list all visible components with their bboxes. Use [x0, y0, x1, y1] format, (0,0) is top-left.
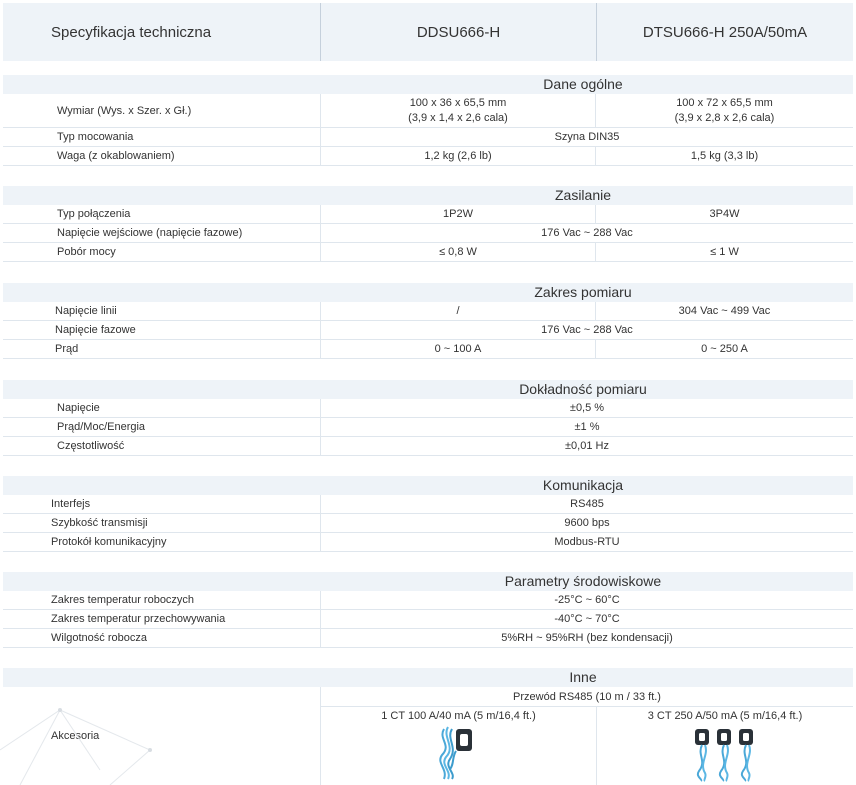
row-value: Modbus-RTU — [320, 533, 853, 551]
row-value: / — [320, 302, 595, 320]
row-value: 9600 bps — [320, 514, 853, 532]
row-label: Protokół komunikacyjny — [51, 536, 167, 548]
row-label: Akcesoria — [51, 730, 100, 742]
row-value: 304 Vac ~ 499 Vac — [595, 302, 853, 320]
ct-clamps-icon — [693, 725, 757, 783]
accessories-values — [320, 687, 853, 785]
table-row — [3, 495, 853, 514]
row-value: 1P2W — [320, 205, 595, 223]
decorative-lines — [0, 680, 170, 785]
row-label: Napięcie wejściowe (napięcie fazowe) — [57, 227, 243, 239]
row-value: 0 ~ 250 A — [595, 340, 853, 358]
table-row — [3, 243, 853, 262]
row-value: 100 x 72 x 65,5 mm (3,9 x 2,8 x 2,6 cala) — [595, 94, 853, 127]
row-value: 5%RH ~ 95%RH (bez kondensacji) — [320, 629, 853, 647]
table-row — [3, 302, 853, 321]
row-label: Interfejs — [51, 498, 91, 510]
row-label: Pobór mocy — [57, 246, 116, 258]
accessory-common: Przewód RS485 (10 m / 33 ft.) — [321, 687, 853, 707]
row-value: 100 x 36 x 65,5 mm (3,9 x 1,4 x 2,6 cala) — [320, 94, 595, 127]
section-accuracy-title: Dokładność pomiaru — [3, 380, 853, 399]
row-label: Typ mocowania — [57, 131, 134, 143]
table-row — [3, 514, 853, 533]
row-value: 176 Vac ~ 288 Vac — [320, 224, 853, 242]
table-row — [3, 128, 853, 147]
section-other-title: Inne — [3, 668, 853, 687]
section-env-title: Parametry środowiskowe — [3, 572, 853, 591]
row-label: Napięcie fazowe — [55, 324, 136, 336]
row-label: Zakres temperatur roboczych — [51, 594, 195, 606]
ct-clamp-icon — [434, 725, 484, 781]
row-label: Typ połączenia — [57, 208, 131, 220]
table-row — [3, 94, 853, 128]
row-label: Waga (z okablowaniem) — [57, 150, 175, 162]
table-row — [3, 629, 853, 648]
row-label: Wilgotność robocza — [51, 632, 147, 644]
table-row — [3, 147, 853, 166]
table-row — [3, 399, 853, 418]
row-value: ≤ 0,8 W — [320, 243, 595, 261]
section-range-title: Zakres pomiaru — [3, 283, 853, 302]
row-value: -40°C ~ 70°C — [320, 610, 853, 628]
row-value: Szyna DIN35 — [320, 128, 853, 146]
table-row — [3, 205, 853, 224]
table-row — [3, 340, 853, 359]
accessory-dtsu: 3 CT 250 A/50 mA (5 m/16,4 ft.) — [596, 707, 853, 785]
table-row — [3, 321, 853, 340]
row-value: 3P4W — [595, 205, 853, 223]
accessory-ddsu: 1 CT 100 A/40 mA (5 m/16,4 ft.) — [321, 707, 596, 785]
table-row — [3, 437, 853, 456]
row-value: -25°C ~ 60°C — [320, 591, 853, 609]
row-label: Napięcie linii — [55, 305, 117, 317]
section-power-title: Zasilanie — [3, 186, 853, 205]
header-model-dtsu: DTSU666-H 250A/50mA — [596, 3, 853, 61]
section-comm-title: Komunikacja — [3, 476, 853, 495]
table-row — [3, 591, 853, 610]
header-model-ddsu: DDSU666-H — [320, 3, 596, 61]
row-label: Napięcie — [57, 402, 100, 414]
row-label: Prąd — [55, 343, 79, 355]
section-general-title: Dane ogólne — [3, 75, 853, 94]
row-label: Zakres temperatur przechowywania — [51, 613, 226, 625]
table-header — [3, 3, 853, 61]
row-value: ±1 % — [320, 418, 853, 436]
header-spec: Specyfikacja techniczna — [51, 23, 212, 41]
row-value: 0 ~ 100 A — [320, 340, 595, 358]
row-value: ±0,5 % — [320, 399, 853, 417]
row-label: Prąd/Moc/Energia — [57, 421, 146, 433]
row-label: Szybkość transmisji — [51, 517, 148, 529]
table-row — [3, 533, 853, 552]
row-value: RS485 — [320, 495, 853, 513]
table-row — [3, 610, 853, 629]
row-label: Częstotliwość — [57, 440, 125, 452]
row-label: Wymiar (Wys. x Szer. x Gł.) — [57, 104, 192, 117]
table-row — [3, 224, 853, 243]
row-value: 1,5 kg (3,3 lb) — [595, 147, 853, 165]
table-row — [3, 418, 853, 437]
row-value: ≤ 1 W — [595, 243, 853, 261]
row-value: ±0,01 Hz — [320, 437, 853, 455]
row-value: 176 Vac ~ 288 Vac — [320, 321, 853, 339]
row-value: 1,2 kg (2,6 lb) — [320, 147, 595, 165]
